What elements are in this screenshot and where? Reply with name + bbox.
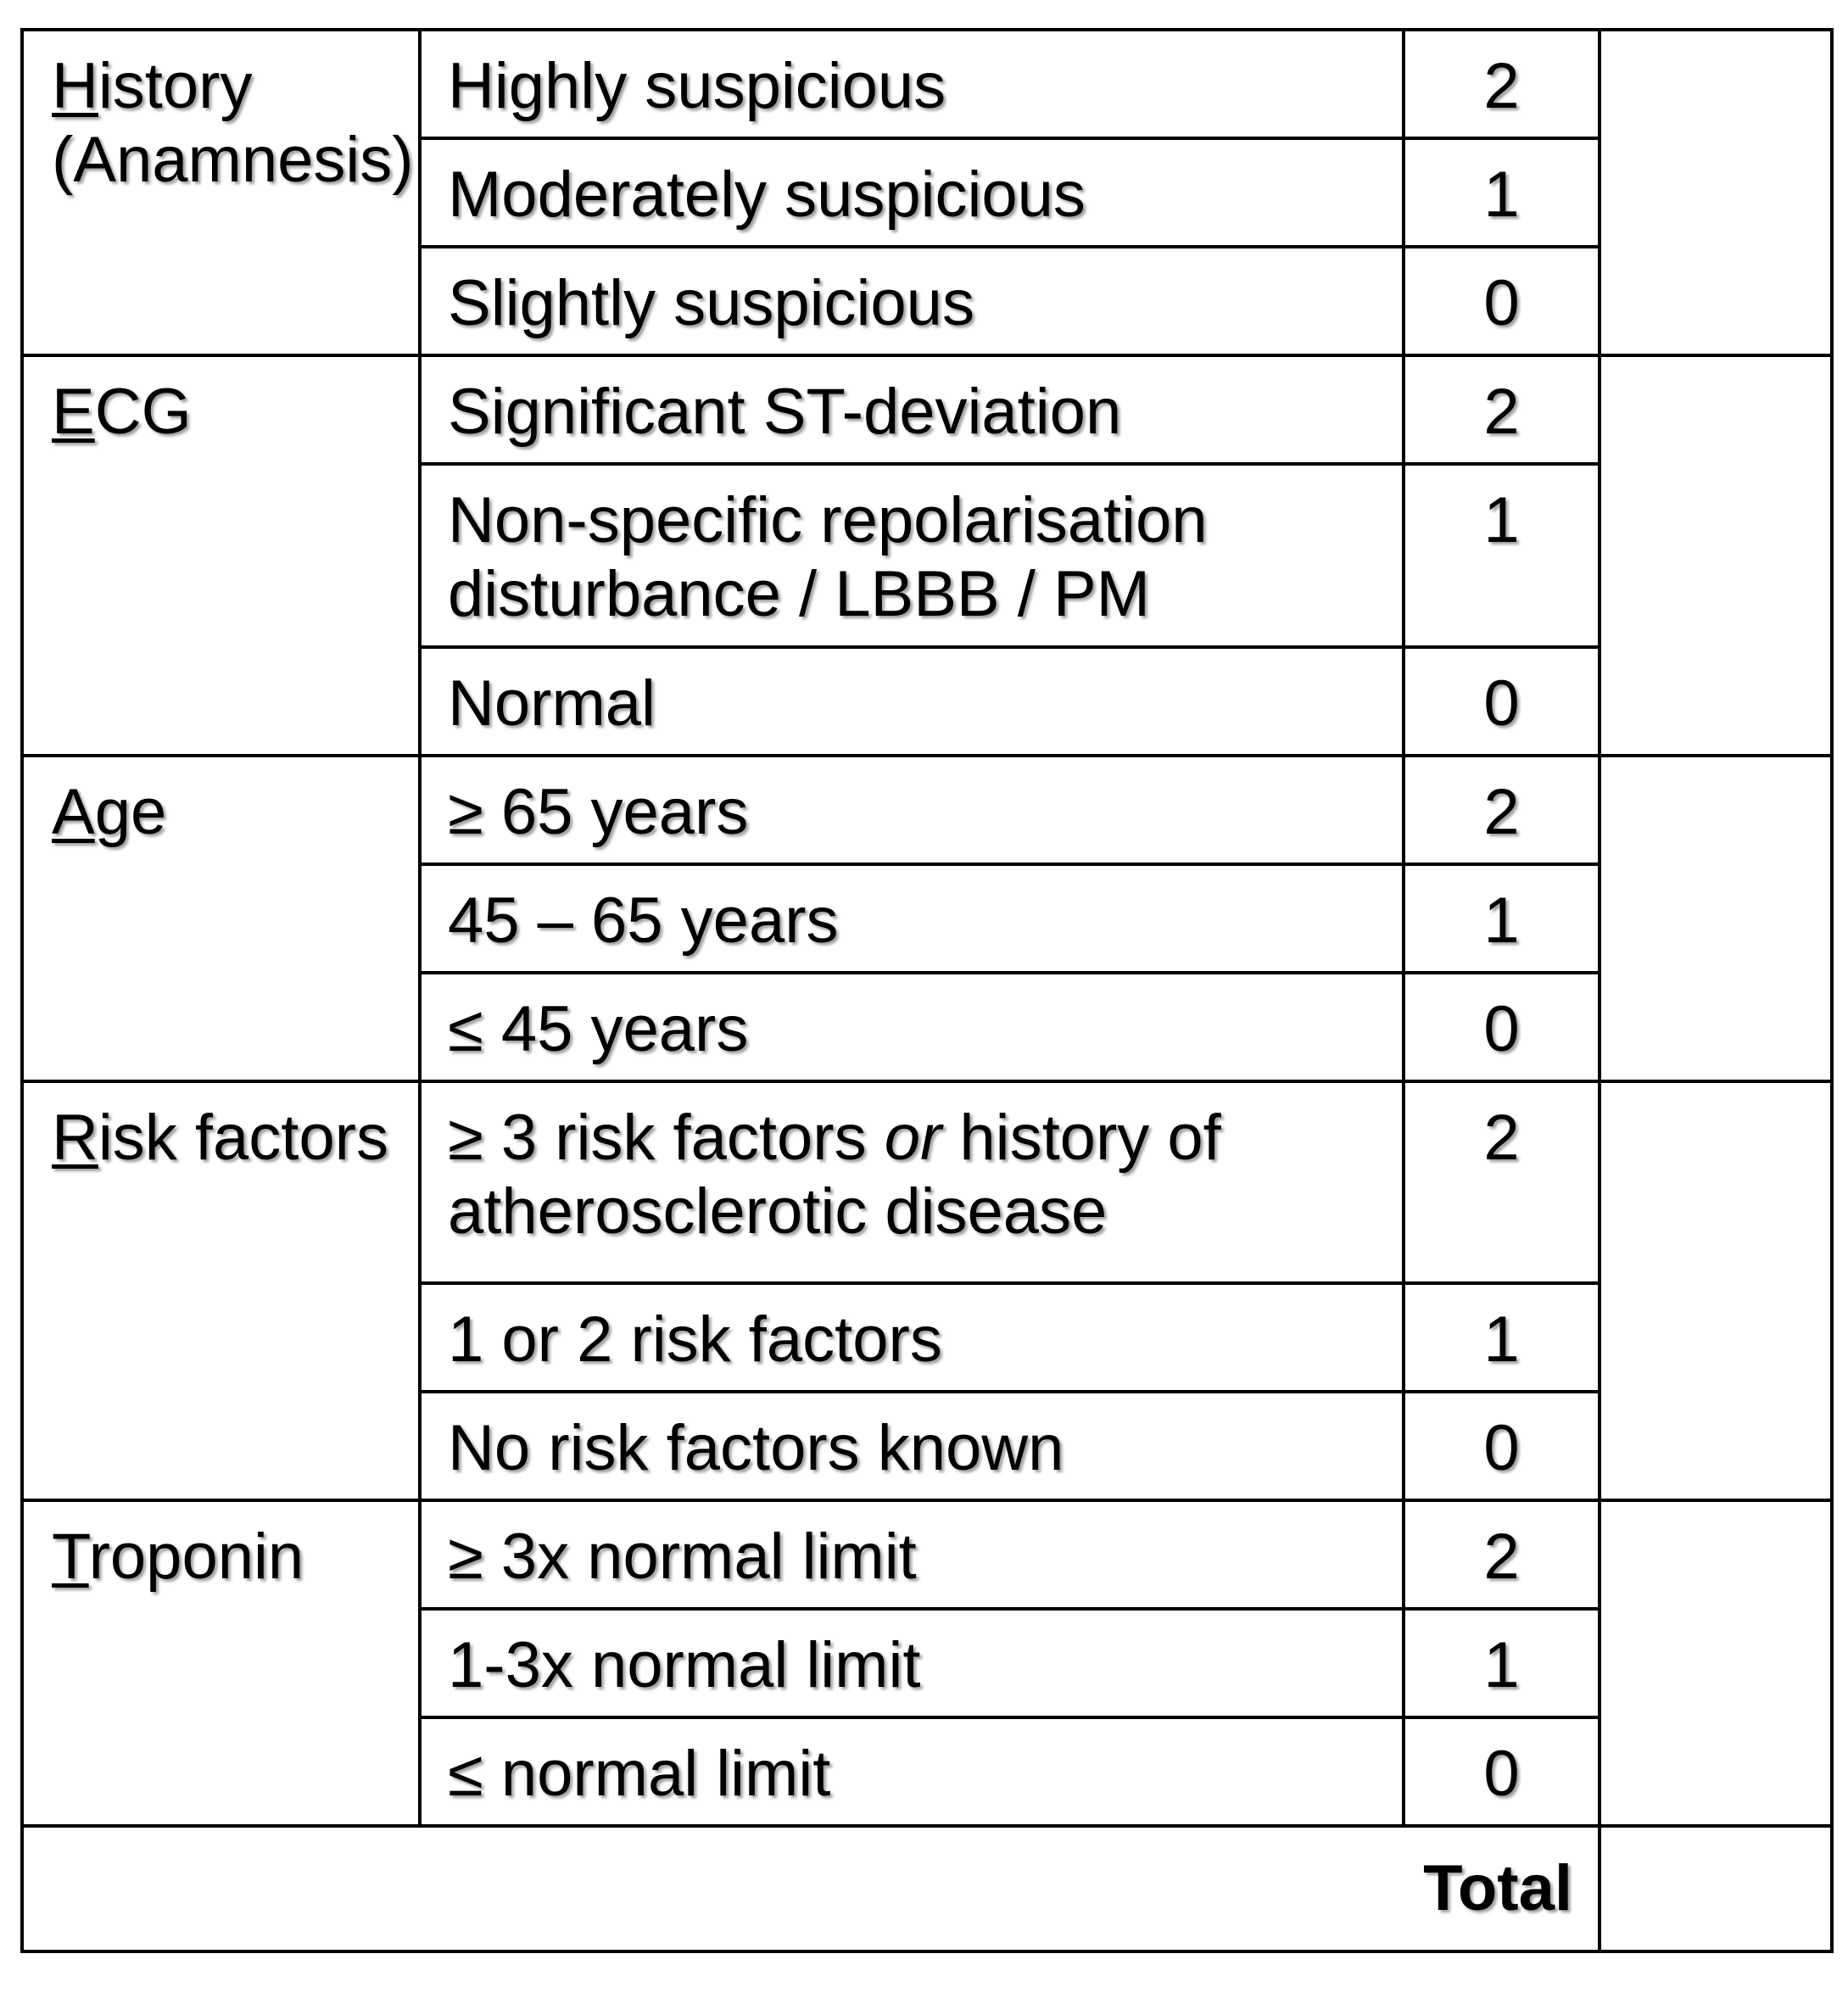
criterion-label: No risk factors known <box>420 1392 1404 1500</box>
total-label: Total <box>22 1826 1600 1951</box>
criterion-label: Moderately suspicious <box>420 138 1404 247</box>
criterion-points: 0 <box>1404 647 1600 756</box>
criterion-label: ≤ normal limit <box>420 1717 1404 1826</box>
category-initial: H <box>52 50 98 122</box>
table-row <box>22 756 1832 864</box>
category-history <box>22 30 420 355</box>
criterion-points: 0 <box>1404 247 1600 355</box>
criterion-label: ≥ 3x normal limit <box>420 1500 1404 1609</box>
category-name: roponin <box>88 1521 304 1593</box>
criterion-label-emphasis: or <box>884 1102 942 1174</box>
criterion-points: 0 <box>1404 1392 1600 1500</box>
table-row <box>22 1081 1832 1283</box>
criterion-label: 45 – 65 years <box>420 864 1404 973</box>
criterion-points: 0 <box>1404 973 1600 1081</box>
criterion-points: 2 <box>1404 1081 1600 1283</box>
category-name: ge <box>94 776 167 848</box>
criterion-points: 1 <box>1404 1609 1600 1717</box>
category-initial: T <box>52 1521 89 1593</box>
subtotal-cell-age <box>1600 756 1832 1081</box>
criterion-points: 2 <box>1404 355 1600 464</box>
criterion-label: Significant ST-deviation <box>420 355 1404 464</box>
criterion-label: ≤ 45 years <box>420 973 1404 1081</box>
criterion-points: 2 <box>1404 1500 1600 1609</box>
category-name-line2: (Anamnesis) <box>52 123 414 196</box>
criterion-points: 1 <box>1404 864 1600 973</box>
criterion-points: 1 <box>1404 138 1600 247</box>
total-row <box>22 1826 1832 1951</box>
criterion-label: 1 or 2 risk factors <box>420 1283 1404 1392</box>
category-troponin <box>22 1500 420 1826</box>
subtotal-cell-history <box>1600 30 1832 355</box>
criterion-label: 1-3x normal limit <box>420 1609 1404 1717</box>
heart-score-table <box>20 28 1834 1953</box>
table-row <box>22 355 1832 464</box>
criterion-points: 2 <box>1404 756 1600 864</box>
table-row <box>22 30 1832 138</box>
criterion-label: Normal <box>420 647 1404 756</box>
category-initial: E <box>52 376 95 448</box>
criterion-label <box>420 1081 1404 1283</box>
criterion-label: Non-specific repolarisation disturbance / LBBB / PM <box>420 464 1404 647</box>
criterion-label: Highly suspicious <box>420 30 1404 138</box>
category-initial: A <box>52 776 95 848</box>
category-name: isk factors <box>98 1102 388 1174</box>
table-row <box>22 1500 1832 1609</box>
criterion-label-part: ≥ 3 risk factors <box>448 1102 885 1174</box>
subtotal-cell-risk-factors <box>1600 1081 1832 1500</box>
category-ecg <box>22 355 420 756</box>
category-age <box>22 756 420 1081</box>
category-initial: R <box>52 1102 98 1174</box>
criterion-points: 1 <box>1404 1283 1600 1392</box>
subtotal-cell-troponin <box>1600 1500 1832 1826</box>
category-name: CG <box>94 376 192 448</box>
criterion-label-part: history of atherosclerotic disease <box>448 1102 1221 1248</box>
criterion-points: 2 <box>1404 30 1600 138</box>
criterion-label: Slightly suspicious <box>420 247 1404 355</box>
criterion-label: ≥ 65 years <box>420 756 1404 864</box>
total-value-cell <box>1600 1826 1832 1951</box>
category-risk-factors <box>22 1081 420 1500</box>
subtotal-cell-ecg <box>1600 355 1832 756</box>
category-name: istory <box>98 50 253 122</box>
criterion-points: 0 <box>1404 1717 1600 1826</box>
criterion-points: 1 <box>1404 464 1600 647</box>
